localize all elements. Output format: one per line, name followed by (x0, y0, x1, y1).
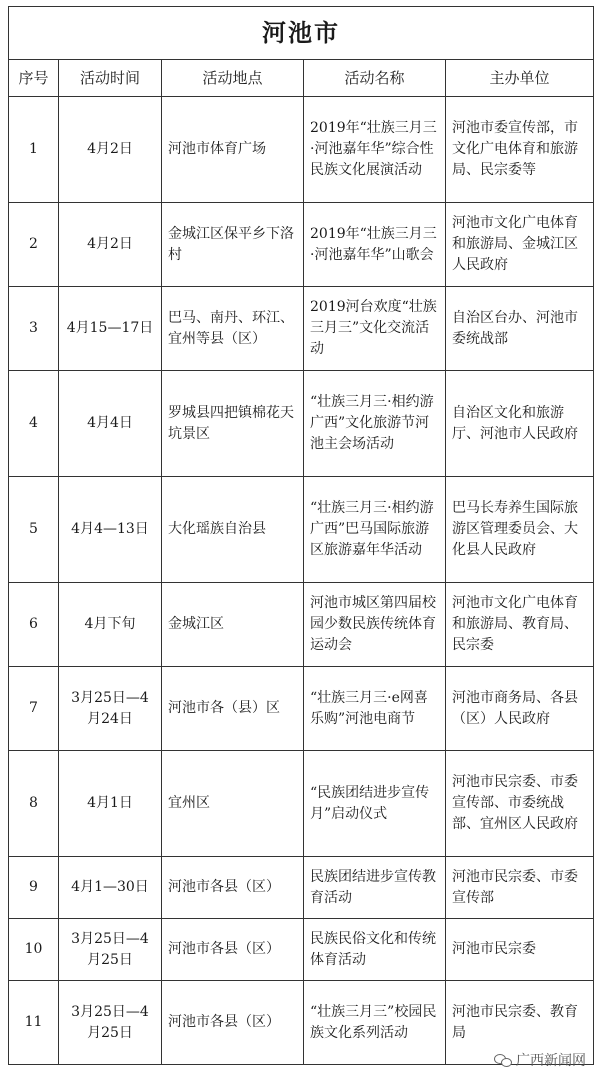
table-row (9, 203, 594, 287)
table-row (9, 97, 594, 203)
activity-name: “壮族三月三·相约游广西”文化旅游节河池主会场活动 (304, 371, 446, 477)
activity-name: 2019年“壮族三月三·河池嘉年华”山歌会 (304, 203, 446, 287)
row-number: 3 (9, 287, 59, 371)
activity-place: 河池市各县（区） (162, 981, 304, 1065)
activity-time: 4月下旬 (59, 583, 162, 667)
table-row (9, 477, 594, 583)
activity-place: 金城江区保平乡下洛村 (162, 203, 304, 287)
activity-place: 罗城县四把镇棉花天坑景区 (162, 371, 304, 477)
header-place: 活动地点 (162, 60, 304, 97)
header-org: 主办单位 (446, 60, 594, 97)
watermark (494, 1050, 586, 1070)
activity-name: “壮族三月三·相约游广西”巴马国际旅游区旅游嘉年华活动 (304, 477, 446, 583)
row-number: 2 (9, 203, 59, 287)
row-number: 5 (9, 477, 59, 583)
activity-place: 河池市各县（区） (162, 857, 304, 919)
table-row (9, 371, 594, 477)
activity-name: 民族团结进步宣传教育活动 (304, 857, 446, 919)
activity-name: “壮族三月三”校园民族文化系列活动 (304, 981, 446, 1065)
activity-table (8, 6, 594, 1065)
activity-name: 民族民俗文化和传统体育活动 (304, 919, 446, 981)
activity-time: 4月2日 (59, 97, 162, 203)
header-row (9, 60, 594, 97)
activity-name: “民族团结进步宣传月”启动仪式 (304, 751, 446, 857)
organizer: 河池市民宗委、市委宣传部、市委统战部、宜州区人民政府 (446, 751, 594, 857)
activity-name: 2019年“壮族三月三·河池嘉年华”综合性民族文化展演活动 (304, 97, 446, 203)
row-number: 9 (9, 857, 59, 919)
table-row (9, 287, 594, 371)
activity-time: 4月2日 (59, 203, 162, 287)
activity-place: 金城江区 (162, 583, 304, 667)
organizer: 巴马长寿养生国际旅游区管理委员会、大化县人民政府 (446, 477, 594, 583)
row-number: 10 (9, 919, 59, 981)
organizer: 河池市商务局、各县（区）人民政府 (446, 667, 594, 751)
header-time: 活动时间 (59, 60, 162, 97)
activity-name: 河池市城区第四届校园少数民族传统体育运动会 (304, 583, 446, 667)
row-number: 11 (9, 981, 59, 1065)
table-row (9, 857, 594, 919)
row-number: 6 (9, 583, 59, 667)
row-number: 8 (9, 751, 59, 857)
organizer: 自治区台办、河池市委统战部 (446, 287, 594, 371)
activity-time: 3月25日—4月24日 (59, 667, 162, 751)
organizer: 河池市民宗委 (446, 919, 594, 981)
activity-place: 巴马、南丹、环江、宜州等县（区） (162, 287, 304, 371)
activity-place: 河池市各（县）区 (162, 667, 304, 751)
organizer: 自治区文化和旅游厅、河池市人民政府 (446, 371, 594, 477)
activity-name: “壮族三月三·e网喜乐购”河池电商节 (304, 667, 446, 751)
activity-name: 2019河台欢度“壮族三月三”文化交流活动 (304, 287, 446, 371)
activity-time: 4月1—30日 (59, 857, 162, 919)
organizer: 河池市民宗委、市委宣传部 (446, 857, 594, 919)
activity-place: 河池市各县（区） (162, 919, 304, 981)
activity-time: 4月4日 (59, 371, 162, 477)
row-number: 4 (9, 371, 59, 477)
row-number: 7 (9, 667, 59, 751)
wechat-icon (494, 1053, 512, 1067)
activity-place: 宜州区 (162, 751, 304, 857)
table-row (9, 751, 594, 857)
row-number: 1 (9, 97, 59, 203)
activity-place: 河池市体育广场 (162, 97, 304, 203)
watermark-text: 广西新闻网 (516, 1053, 586, 1069)
activity-time: 4月15—17日 (59, 287, 162, 371)
organizer: 河池市民宗委、教育局 (446, 981, 594, 1065)
activity-time: 4月4—13日 (59, 477, 162, 583)
organizer: 河池市委宣传部，市文化广电体育和旅游局、民宗委等 (446, 97, 594, 203)
table-title: 河池市 (9, 7, 594, 60)
activity-time: 3月25日—4月25日 (59, 919, 162, 981)
organizer: 河池市文化广电体育和旅游局、金城江区人民政府 (446, 203, 594, 287)
table-row (9, 583, 594, 667)
header-name: 活动名称 (304, 60, 446, 97)
activity-time: 4月1日 (59, 751, 162, 857)
organizer: 河池市文化广电体育和旅游局、教育局、民宗委 (446, 583, 594, 667)
table-row (9, 919, 594, 981)
header-no: 序号 (9, 60, 59, 97)
table-row (9, 667, 594, 751)
activity-time: 3月25日—4月25日 (59, 981, 162, 1065)
activity-place: 大化瑶族自治县 (162, 477, 304, 583)
